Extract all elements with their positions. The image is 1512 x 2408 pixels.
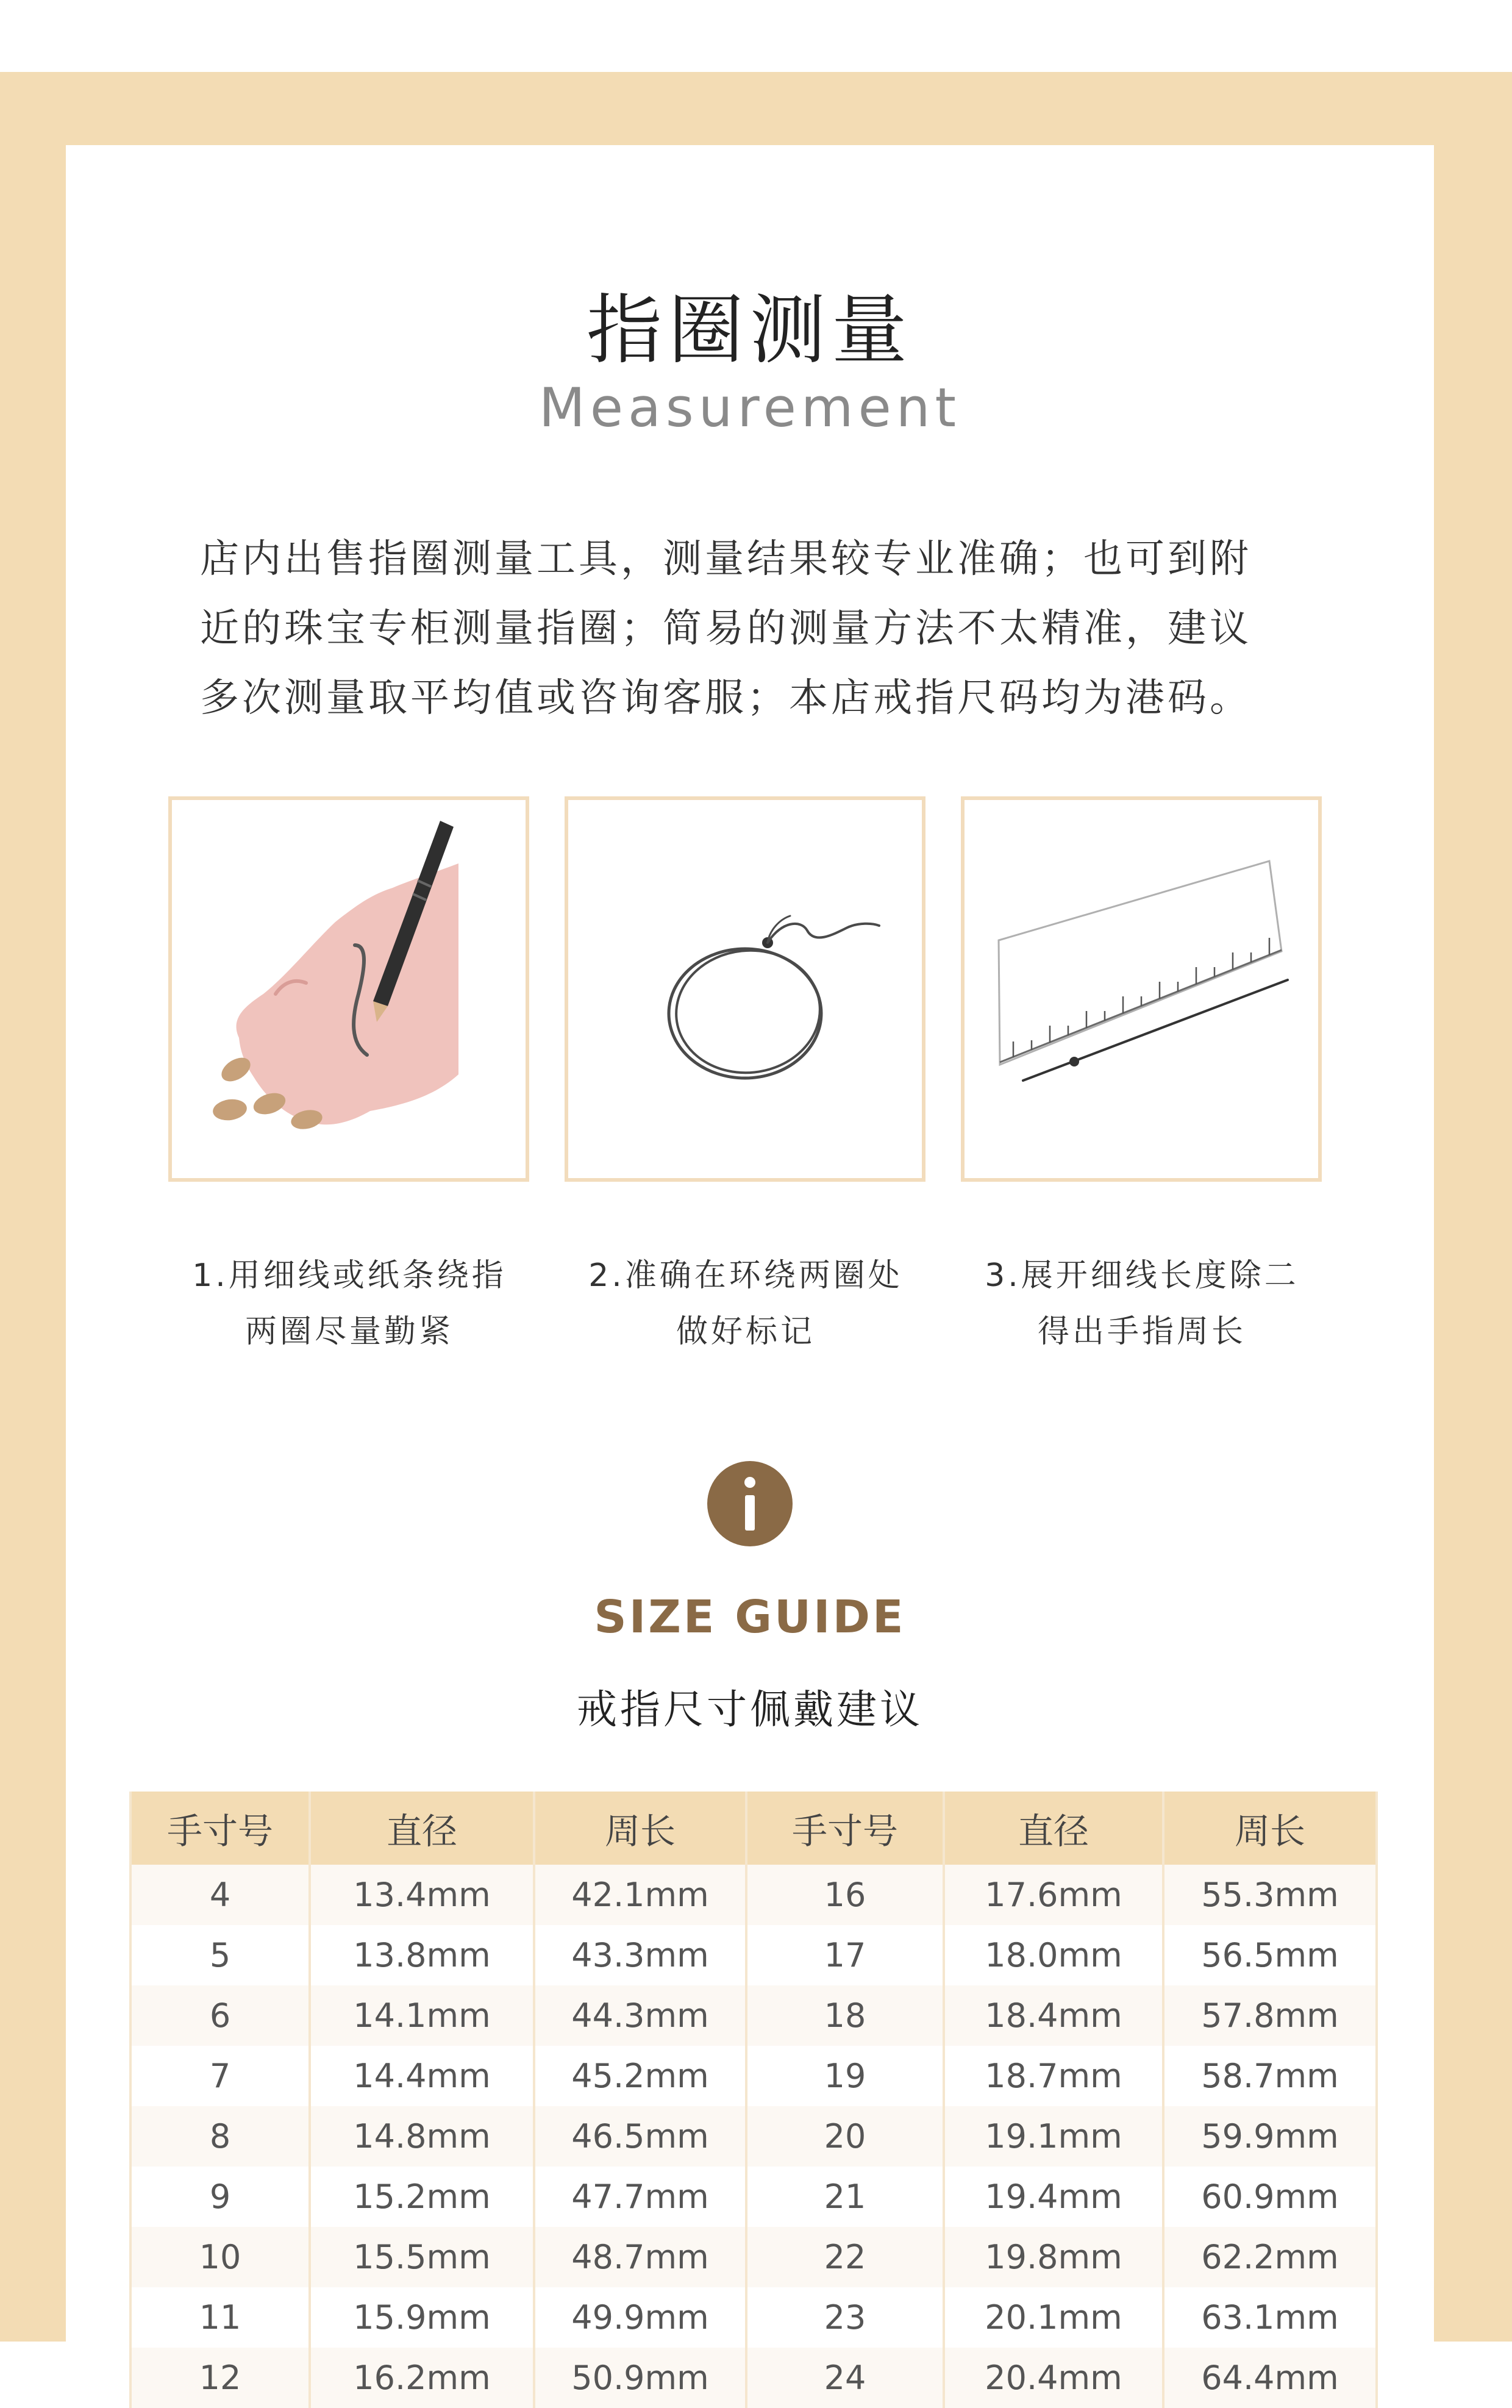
intro-line: 近的珠宝专柜测量指圈；简易的测量方法不太精准，建议 (200, 606, 1252, 651)
table-cell: 43.3mm (535, 1925, 747, 1985)
step-2-illustration (565, 796, 925, 1182)
table-row (132, 1865, 1375, 1925)
table-header-cell: 周长 (535, 1792, 747, 1865)
table-row (132, 2046, 1375, 2106)
table-row (132, 1925, 1375, 1985)
table-cell: 18 (747, 1985, 945, 2046)
table-cell: 4 (132, 1865, 311, 1925)
table-cell: 13.4mm (311, 1865, 535, 1925)
intro-line: 店内出售指圈测量工具，测量结果较专业准确；也可到附 (200, 537, 1252, 582)
size-guide-subtitle: 戒指尺寸佩戴建议 (577, 1686, 923, 1733)
step-3-illustration (961, 796, 1322, 1182)
step-caption-line: 做好标记 (676, 1313, 815, 1350)
table-cell: 17.6mm (945, 1865, 1164, 1925)
table-cell: 11 (132, 2287, 311, 2348)
table-cell: 17 (747, 1925, 945, 1985)
table-row (132, 2167, 1375, 2227)
table-cell: 20.4mm (945, 2348, 1164, 2408)
table-cell: 16 (747, 1865, 945, 1925)
content-card (66, 145, 1434, 2397)
table-header-cell: 手寸号 (132, 1792, 311, 1865)
step-caption-line: 2.准确在环绕两圈处 (588, 1257, 903, 1294)
table-row (132, 2106, 1375, 2167)
intro-line: 多次测量取平均值或咨询客服；本店戒指尺码均为港码。 (200, 676, 1252, 721)
step-caption-line: 3.展开细线长度除二 (985, 1257, 1299, 1294)
table-cell: 60.9mm (1201, 2178, 1339, 2216)
table-cell: 8 (132, 2106, 311, 2167)
table-cell: 44.3mm (535, 1985, 747, 2046)
table-cell: 18.4mm (945, 1985, 1164, 2046)
table-cell: 64.4mm (1201, 2359, 1339, 2397)
size-guide-heading: SIZE GUIDE (594, 1591, 906, 1643)
table-row (132, 2287, 1375, 2348)
step-1-caption (151, 1248, 547, 1360)
step-3-caption (944, 1248, 1340, 1360)
table-cell: 15.2mm (311, 2167, 535, 2227)
table-header-row (132, 1792, 1375, 1865)
table-cell: 58.7mm (1201, 2057, 1339, 2095)
table-cell: 14.1mm (311, 1985, 535, 2046)
table-cell: 48.7mm (535, 2227, 747, 2287)
table-cell: 5 (132, 1925, 311, 1985)
table-cell: 13.8mm (311, 1925, 535, 1985)
table-row (132, 2348, 1375, 2408)
table-cell: 18.7mm (945, 2046, 1164, 2106)
table-header-cell: 手寸号 (747, 1792, 945, 1865)
table-cell: 57.8mm (1201, 1996, 1339, 2035)
table-header-cell: 直径 (311, 1792, 535, 1865)
table-row (132, 2227, 1375, 2287)
table-cell: 49.9mm (535, 2287, 747, 2348)
ring-size-table (129, 1792, 1378, 2408)
table-cell: 14.4mm (311, 2046, 535, 2106)
page-title: 指圈测量 (586, 287, 913, 374)
table-cell: 18.0mm (945, 1925, 1164, 1985)
table-cell: 56.5mm (1201, 1936, 1339, 1974)
table-cell: 45.2mm (535, 2046, 747, 2106)
table-header-cell: 周长 (1234, 1810, 1305, 1852)
table-header-cell: 直径 (945, 1792, 1164, 1865)
step-2-caption (547, 1248, 944, 1360)
table-cell: 15.9mm (311, 2287, 535, 2348)
table-cell: 10 (132, 2227, 311, 2287)
intro-text (200, 524, 1303, 733)
table-cell: 16.2mm (311, 2348, 535, 2408)
table-cell: 55.3mm (1201, 1876, 1339, 1914)
ruler-icon (965, 800, 1318, 1178)
info-icon (707, 1461, 793, 1546)
table-cell: 19.4mm (945, 2167, 1164, 2227)
table-cell: 12 (132, 2348, 311, 2408)
table-cell: 6 (132, 1985, 311, 2046)
table-cell: 9 (132, 2167, 311, 2227)
table-row (132, 1985, 1375, 2046)
table-cell: 14.8mm (311, 2106, 535, 2167)
table-cell: 21 (747, 2167, 945, 2227)
table-cell: 7 (132, 2046, 311, 2106)
step-caption-line: 得出手指周长 (1037, 1313, 1246, 1350)
table-cell: 47.7mm (535, 2167, 747, 2227)
table-body (132, 1865, 1375, 2408)
table-cell: 63.1mm (1201, 2298, 1339, 2337)
step-1-illustration (168, 796, 529, 1182)
table-cell: 46.5mm (535, 2106, 747, 2167)
table-cell: 23 (747, 2287, 945, 2348)
table-cell: 59.9mm (1201, 2117, 1339, 2156)
table-cell: 50.9mm (535, 2348, 747, 2408)
table-cell: 20 (747, 2106, 945, 2167)
table-cell: 42.1mm (535, 1865, 747, 1925)
step-caption-line: 两圈尽量勤紧 (244, 1313, 454, 1350)
page-frame (0, 72, 1512, 2397)
table-cell: 19.1mm (945, 2106, 1164, 2167)
thread-loop-icon (568, 800, 922, 1178)
table-cell: 20.1mm (945, 2287, 1164, 2348)
table-cell: 19 (747, 2046, 945, 2106)
page-subtitle: Measurement (538, 376, 961, 439)
table-cell: 19.8mm (945, 2227, 1164, 2287)
table-cell: 22 (747, 2227, 945, 2287)
table-cell: 62.2mm (1201, 2238, 1339, 2276)
table-cell: 15.5mm (311, 2227, 535, 2287)
step-caption-line: 1.用细线或纸条绕指 (192, 1257, 507, 1294)
table-cell: 24 (747, 2348, 945, 2408)
hand-pen-icon (172, 800, 526, 1178)
